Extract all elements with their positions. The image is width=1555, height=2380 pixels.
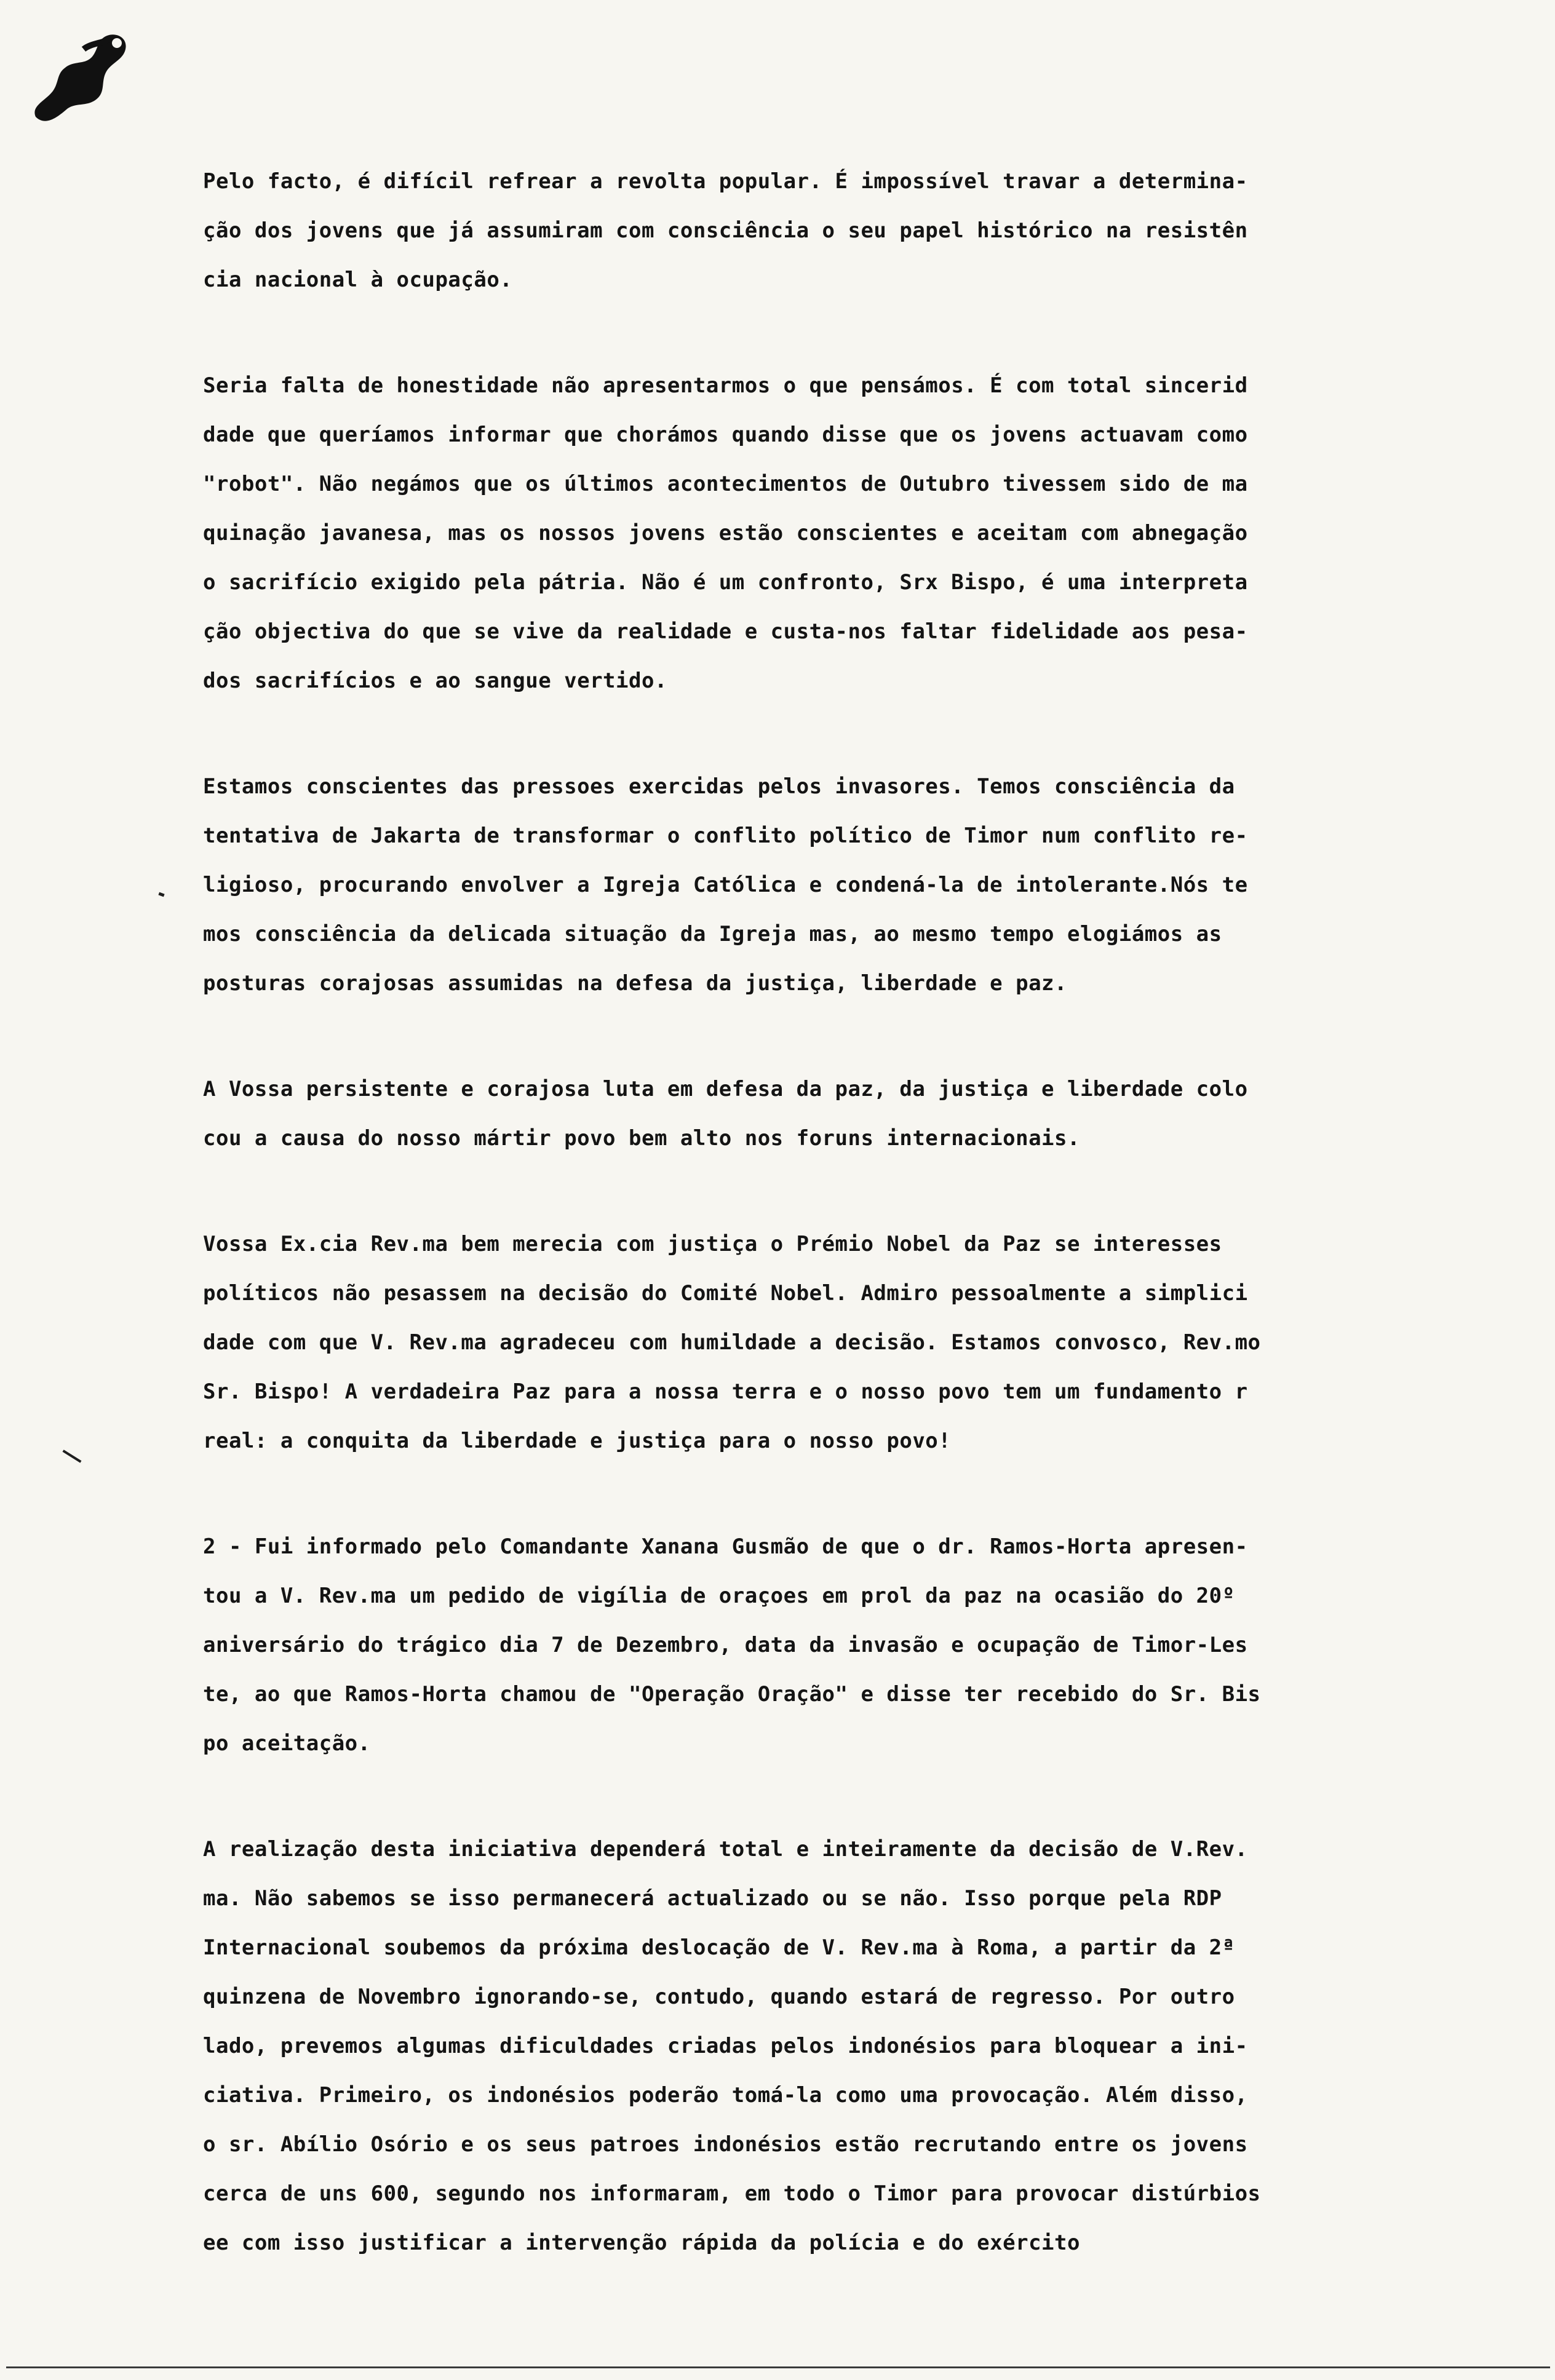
text-line: Internacional soubemos da próxima deslocação de V. Rev.ma à Roma, a partir da 2ª [203, 1935, 1235, 1960]
text-line: dade que queríamos informar que chorámos quando disse que os jovens actuavam como [203, 422, 1248, 447]
ink-stamp-mark [25, 25, 135, 129]
text-line: Seria falta de honestidade não apresentarmos o que pensámos. É com total sincerid [203, 373, 1248, 398]
text-line: posturas corajosas assumidas na defesa da justiça, liberdade e paz. [203, 971, 1067, 996]
paragraph [203, 1522, 1501, 1768]
text-line: tou a V. Rev.ma um pedido de vigília de oraçoes em prol da paz na ocasião do 20º [203, 1584, 1235, 1608]
paragraph [203, 762, 1501, 1008]
text-line: cerca de uns 600, segundo nos informaram, em todo o Timor para provocar distúrbios [203, 2181, 1261, 2206]
text-line: políticos não pesassem na decisão do Comité Nobel. Admiro pessoalmente a simplici [203, 1281, 1248, 1306]
text-line: ee com isso justificar a intervenção rápida da polícia e do exército [203, 2231, 1080, 2255]
text-line: aniversário do trágico dia 7 de Dezembro, data da invasão e ocupação de Timor-Les [203, 1633, 1248, 1657]
text-line: cia nacional à ocupação. [203, 268, 513, 292]
text-line: ção objectiva do que se vive da realidade e custa-nos faltar fidelidade aos pesa- [203, 619, 1248, 644]
text-line: dade com que V. Rev.ma agradeceu com humildade a decisão. Estamos convosco, Rev.mo [203, 1330, 1261, 1355]
margin-mark [158, 892, 164, 897]
text-line: lado, prevemos algumas dificuldades criadas pelos indonésios para bloquear a ini- [203, 2034, 1248, 2058]
text-line: ma. Não sabemos se isso permanecerá actualizado ou se não. Isso porque pela RDP [203, 1886, 1222, 1911]
text-line: o sacrifício exigido pela pátria. Não é um confronto, Srx Bispo, é uma interpreta [203, 570, 1248, 595]
text-line: Pelo facto, é difícil refrear a revolta popular. É impossível travar a determina- [203, 169, 1248, 194]
page-bottom-rule [6, 2366, 1550, 2368]
paragraph [203, 157, 1501, 304]
text-line: quinzena de Novembro ignorando-se, contudo, quando estará de regresso. Por outro [203, 1985, 1235, 2009]
text-line: real: a conquita da liberdade e justiça para o nosso povo! [203, 1429, 952, 1453]
text-line: A realização desta iniciativa dependerá total e inteiramente da decisão de V.Rev. [203, 1837, 1248, 1862]
text-line: ligioso, procurando envolver a Igreja Católica e condená-la de intolerante.Nós te [203, 873, 1248, 897]
paragraph [203, 1065, 1501, 1163]
text-line: Sr. Bispo! A verdadeira Paz para a nossa terra e o nosso povo tem um fundamento r [203, 1379, 1248, 1404]
text-line: quinação javanesa, mas os nossos jovens estão conscientes e aceitam com abnegação [203, 521, 1248, 545]
text-line: ção dos jovens que já assumiram com consciência o seu papel histórico na resistên [203, 218, 1248, 243]
text-line: Vossa Ex.cia Rev.ma bem merecia com justiça o Prémio Nobel da Paz se interesses [203, 1232, 1222, 1256]
text-line: o sr. Abílio Osório e os seus patroes indonésios estão recrutando entre os jovens [203, 2132, 1248, 2157]
margin-mark [63, 1450, 82, 1462]
text-line: cou a causa do nosso mártir povo bem alto nos foruns internacionais. [203, 1126, 1080, 1151]
text-line: te, ao que Ramos-Horta chamou de "Operação Oração" e disse ter recebido do Sr. Bis [203, 1682, 1261, 1707]
paragraph [203, 1825, 1501, 2267]
text-line: 2 - Fui informado pelo Comandante Xanana Gusmão de que o dr. Ramos-Horta apresen- [203, 1534, 1248, 1559]
text-line: tentativa de Jakarta de transformar o conflito político de Timor num conflito re- [203, 823, 1248, 848]
paragraph [203, 1220, 1501, 1466]
text-line: dos sacrifícios e ao sangue vertido. [203, 668, 667, 693]
text-line: A Vossa persistente e corajosa luta em defesa da paz, da justiça e liberdade colo [203, 1077, 1248, 1101]
paragraph [203, 361, 1501, 705]
text-line: "robot". Não negámos que os últimos acontecimentos de Outubro tivessem sido de ma [203, 472, 1248, 496]
text-line: ciativa. Primeiro, os indonésios poderão tomá-la como uma provocação. Além disso, [203, 2083, 1248, 2108]
letter-body [203, 157, 1501, 2324]
text-line: mos consciência da delicada situação da Igreja mas, ao mesmo tempo elogiámos as [203, 922, 1222, 946]
text-line: Estamos conscientes das pressoes exercidas pelos invasores. Temos consciência da [203, 774, 1235, 799]
text-line: po aceitação. [203, 1731, 371, 1756]
